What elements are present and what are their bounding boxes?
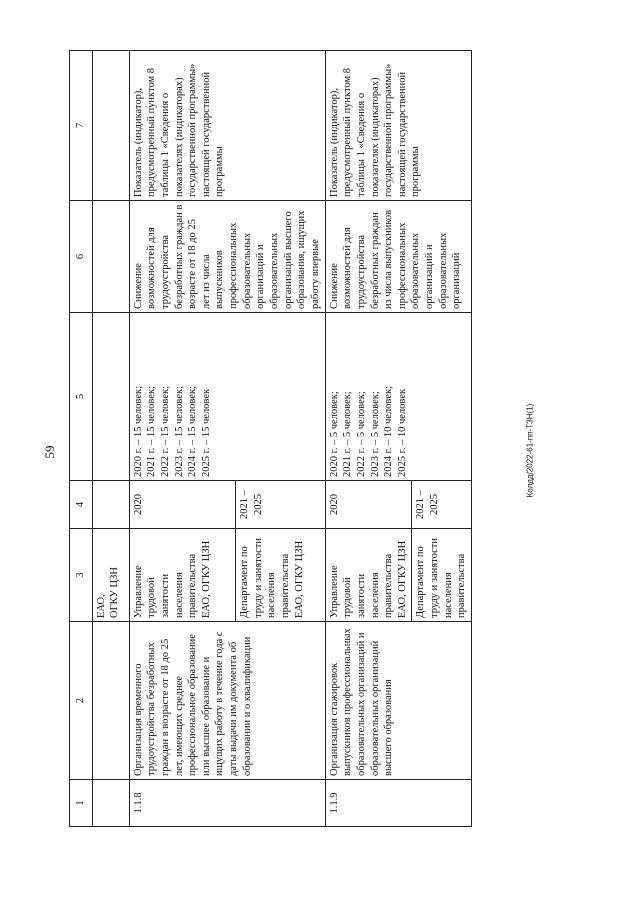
- period: 2021 – 2025: [412, 481, 472, 529]
- continuation-row: [92, 51, 129, 827]
- header-cell: 6: [70, 201, 93, 313]
- executor: Управление трудовой занятости населения правительства ЕАО, ОГКУ ЦЗН: [129, 529, 235, 622]
- header-cell: 4: [70, 481, 93, 529]
- executor: Департамент по труду и занятости населения правительства: [412, 529, 472, 622]
- header-cell: 2: [70, 622, 93, 780]
- executor: Департамент по труду и занятости населения правительства ЕАО, ОГКУ ЦЗН: [235, 529, 325, 622]
- document-code: Колдд/2022-61-пп-ТЗН(1): [525, 403, 535, 498]
- indicator: Показатель (индикатор), предусмотренный пунктом 8 таблицы 1 «Сведения о показателях (индикаторах) государственной программы» настоящей государственной программы: [325, 51, 471, 201]
- row-number: 1.1.8: [129, 780, 325, 827]
- table-row: [325, 51, 412, 827]
- period: 2020: [129, 481, 235, 529]
- consequence: Снижение возможностей для трудоустройства безработных граждан в возрасте от 18 до 25 лет из числа выпускников профессиональных образовательных организаций и образовательных организаций высшего образования, ищущих работу впервые: [129, 201, 325, 313]
- period: 2020: [325, 481, 412, 529]
- header-cell: 7: [70, 51, 93, 201]
- table-row: [129, 51, 235, 827]
- header-cell: 5: [70, 313, 93, 481]
- consequence: Снижение возможностей для трудоустройства безработных граждан из числа выпускников профессиональных образовательных организаций и образовательных организаций: [325, 201, 471, 313]
- rotated-table-area: [69, 51, 569, 827]
- header-cell: 1: [70, 780, 93, 827]
- header-cell: 3: [70, 529, 93, 622]
- period: 2021 – 2025: [235, 481, 325, 529]
- header-row: [70, 51, 93, 827]
- row-number: 1.1.9: [325, 780, 471, 827]
- measures-table: [69, 50, 472, 827]
- targets: 2020 г. – 5 человек; 2021 г. – 5 человек; 2022 г. – 5 человек; 2023 г. – 5 человек; 2024 г. – 10 человек; 2025 г. – 10 человек: [325, 313, 471, 481]
- executor: Управление трудовой занятости населения правительства ЕАО, ОГКУ ЦЗН: [325, 529, 412, 622]
- measure-name: Организация стажировок выпускников профессиональных образовательных организаций и образовательных организаций высшего образования: [325, 622, 471, 780]
- indicator: Показатель (индикатор), предусмотренный пунктом 8 таблицы 1 «Сведения о показателях (индикаторах) государственной программы» настоящей государственной программы: [129, 51, 325, 201]
- continuation-executor: ЕАО, ОГКУ ЦЗН: [92, 529, 129, 622]
- measure-name: Организация временного трудоустройства безработных граждан в возрасте от 18 до 25 лет, имеющих среднее профессиональное образование или высшее образование и ищущих работу в течение года с даты выдачи им документа об образовании и о квалификации: [129, 622, 325, 780]
- targets: 2020 г. – 15 человек; 2021 г. – 15 человек; 2022 г. – 15 человек; 2023 г. – 15 человек; 2024 г. – 15 человек; 2025 г. – 15 человек: [129, 313, 325, 481]
- page-number: 59: [42, 445, 57, 459]
